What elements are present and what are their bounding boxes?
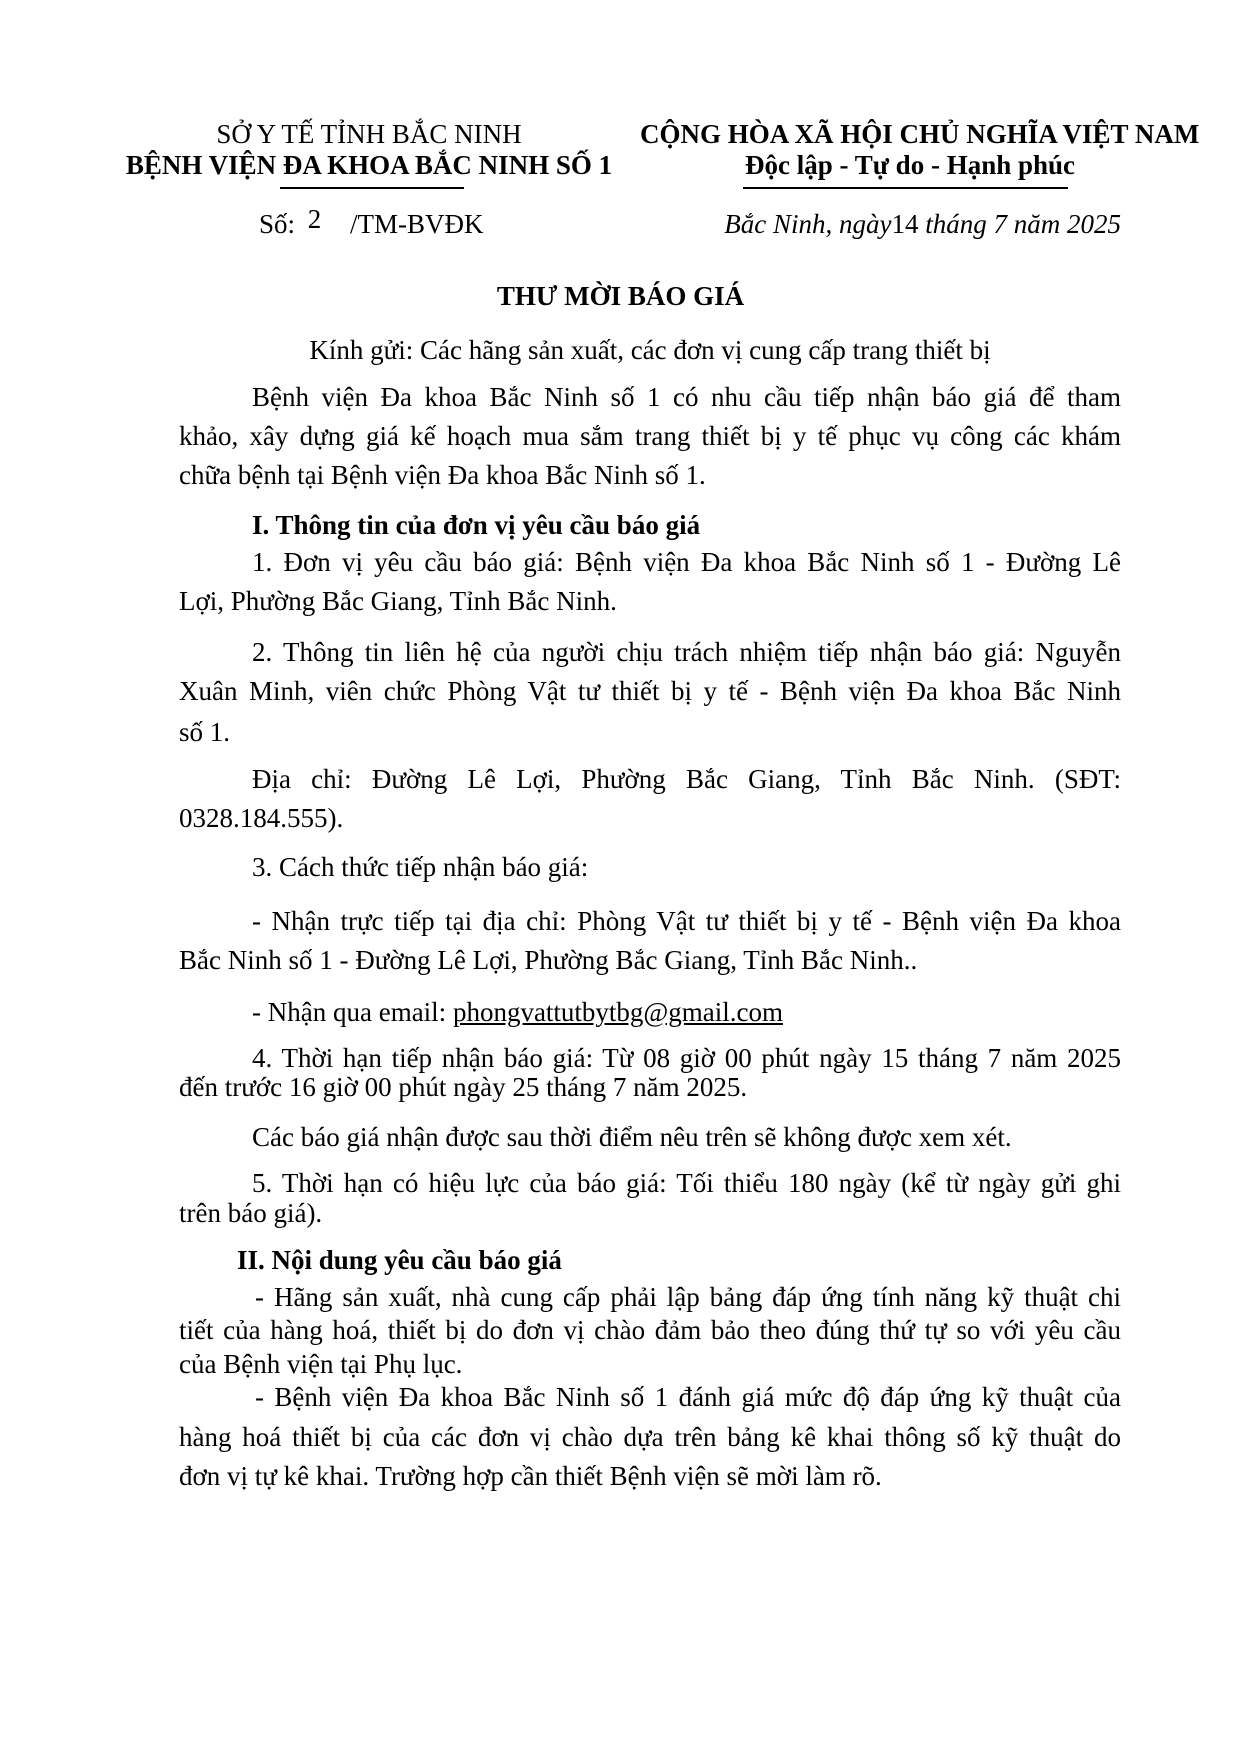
item2-line: số 1. <box>179 717 231 747</box>
date-day: 14 <box>891 209 919 239</box>
item3-direct-line: - Nhận trực tiếp tại địa chỉ: Phòng Vật tư thiết bị y tế - Bệnh viện Đa khoa <box>252 906 1121 936</box>
place-date-prefix: Bắc Ninh, ngày <box>724 209 892 239</box>
section2-heading: II. Nội dung yêu cầu báo giá <box>237 1245 562 1275</box>
section2-para1-line: của Bệnh viện tại Phụ lục. <box>179 1349 463 1379</box>
item1-line: Lợi, Phường Bắc Giang, Tỉnh Bắc Ninh. <box>179 586 617 616</box>
doc-number-value: 2 <box>307 204 322 234</box>
item5-line: trên báo giá). <box>179 1198 323 1228</box>
email-label: - Nhận qua email: <box>252 997 447 1027</box>
item3-direct-line: Bắc Ninh số 1 - Đường Lê Lợi, Phường Bắc Giang, Tỉnh Bắc Ninh.. <box>179 945 918 975</box>
org-parent: SỞ Y TẾ TỈNH BẮC NINH <box>216 119 522 149</box>
section2-para2-line: đơn vị tự kê khai. Trường hợp cần thiết Bệnh viện sẽ mời làm rõ. <box>179 1461 882 1491</box>
item3-line: 3. Cách thức tiếp nhận báo giá: <box>252 852 589 882</box>
header-left-rule <box>280 187 464 189</box>
section2-para2-line: hàng hoá thiết bị của các đơn vị chào dựa trên bảng kê khai thông số kỹ thuật do <box>179 1422 1121 1452</box>
document-title: THƯ MỜI BÁO GIÁ <box>496 281 745 311</box>
address-line: Địa chỉ: Đường Lê Lợi, Phường Bắc Giang, Tỉnh Bắc Ninh. (SĐT: <box>252 764 1121 794</box>
item2-line: Xuân Minh, viên chức Phòng Vật tư thiết bị y tế - Bệnh viện Đa khoa Bắc Ninh <box>179 676 1121 706</box>
item4-line: đến trước 16 giờ 00 phút ngày 25 tháng 7 năm 2025. <box>179 1072 748 1102</box>
country-name: CỘNG HÒA XÃ HỘI CHỦ NGHĨA VIỆT NAM <box>640 119 1200 149</box>
intro-line: khảo, xây dựng giá kế hoạch mua sắm trang thiết bị y tế phục vụ công các khám <box>179 421 1121 451</box>
org-name: BỆNH VIỆN ĐA KHOA BẮC NINH SỐ 1 <box>125 150 613 180</box>
place-date <box>724 208 1121 240</box>
date-rest: tháng 7 năm 2025 <box>925 209 1121 239</box>
section2-para1-line: tiết của hàng hoá, thiết bị do đơn vị chào đảm bảo theo đúng thứ tự so với yêu cầu <box>179 1315 1121 1345</box>
email-link[interactable]: phongvattutbytbg@gmail.com <box>452 997 784 1027</box>
section2-para1-line: - Hãng sản xuất, nhà cung cấp phải lập bảng đáp ứng tính năng kỹ thuật chi <box>255 1282 1121 1312</box>
recipient: Kính gửi: Các hãng sản xuất, các đơn vị cung cấp trang thiết bị <box>309 335 991 365</box>
item2-line: 2. Thông tin liên hệ của người chịu trách nhiệm tiếp nhận báo giá: Nguyễn <box>252 637 1121 667</box>
item5-line: 5. Thời hạn có hiệu lực của báo giá: Tối thiểu 180 ngày (kể từ ngày gửi ghi <box>252 1168 1121 1198</box>
intro-line: Bệnh viện Đa khoa Bắc Ninh số 1 có nhu cầu tiếp nhận báo giá để tham <box>252 382 1121 412</box>
motto: Độc lập - Tự do - Hạnh phúc <box>744 150 1076 180</box>
doc-number-suffix: /TM-BVĐK <box>350 209 484 239</box>
section1-heading: I. Thông tin của đơn vị yêu cầu báo giá <box>252 510 701 540</box>
doc-number-label: Số: <box>259 209 296 239</box>
header-right-rule <box>743 187 1068 189</box>
address-line: 0328.184.555). <box>179 803 344 833</box>
item4-line: 4. Thời hạn tiếp nhận báo giá: Từ 08 giờ 00 phút ngày 15 tháng 7 năm 2025 <box>252 1043 1121 1073</box>
late-note: Các báo giá nhận được sau thời điểm nêu trên sẽ không được xem xét. <box>252 1122 1012 1152</box>
section2-para2-line: - Bệnh viện Đa khoa Bắc Ninh số 1 đánh giá mức độ đáp ứng kỹ thuật của <box>255 1382 1121 1412</box>
intro-line: chữa bệnh tại Bệnh viện Đa khoa Bắc Ninh số 1. <box>179 460 706 490</box>
item3-email-line <box>252 996 1121 1028</box>
item1-line: 1. Đơn vị yêu cầu báo giá: Bệnh viện Đa khoa Bắc Ninh số 1 - Đường Lê <box>252 547 1121 577</box>
